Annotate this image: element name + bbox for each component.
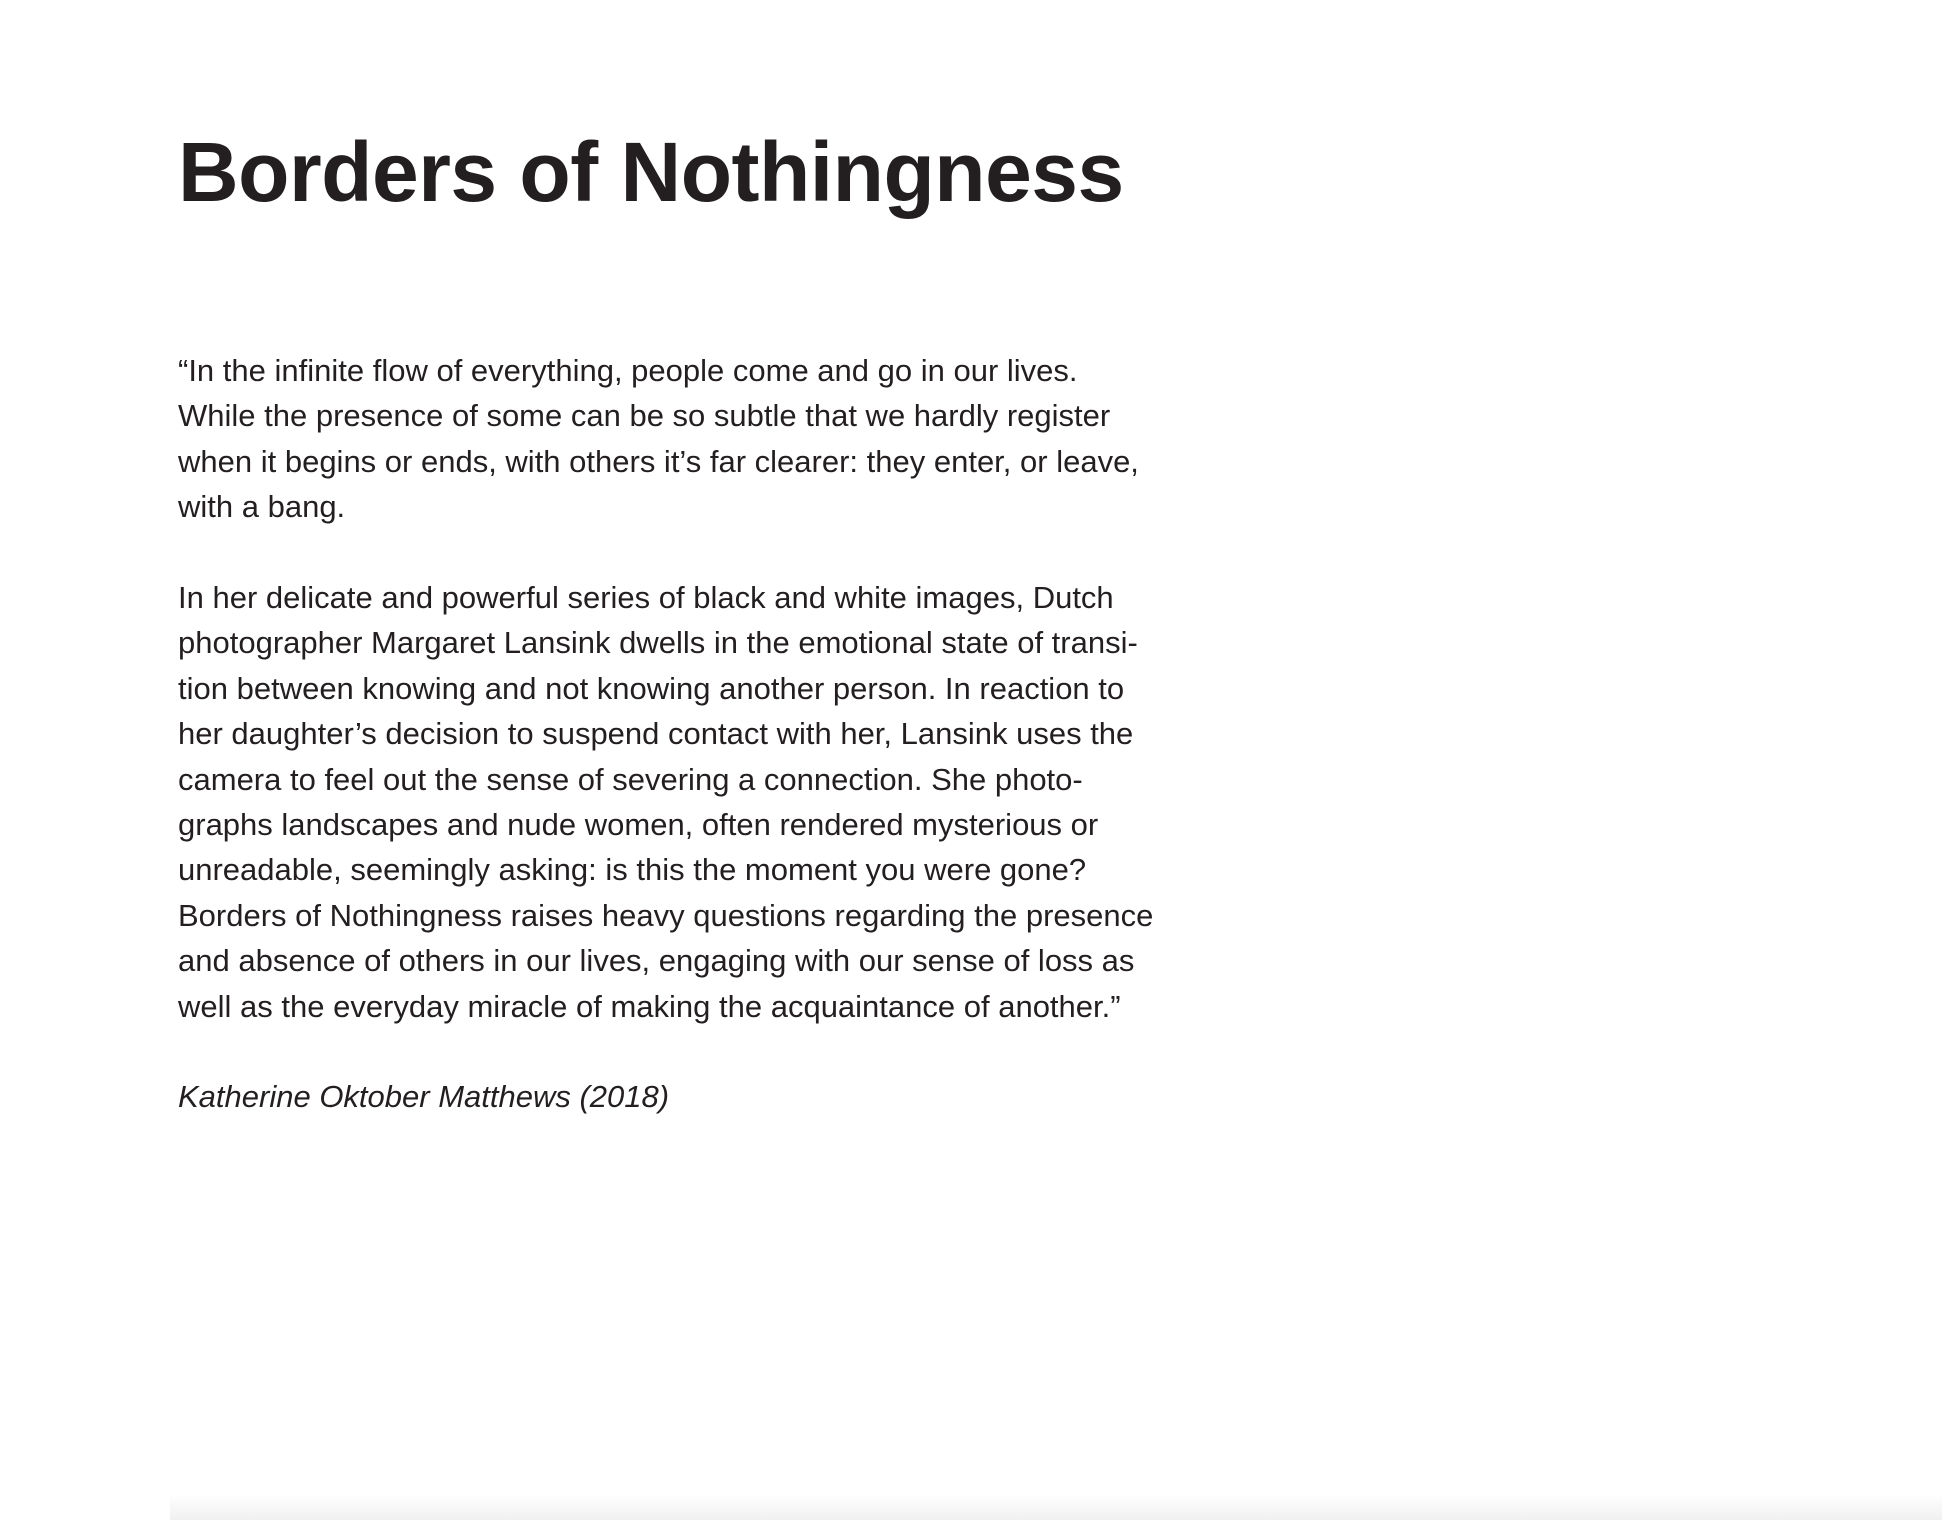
text-line: and absence of others in our lives, engaging with our sense of loss as [178,943,1135,979]
text-line: tion between knowing and not knowing another person. In reaction to [178,670,1125,706]
text-line: unreadable, seemingly asking: is this the moment you were gone? [178,852,1087,888]
page-title: Borders of Nothingness [178,125,1124,219]
paragraph-spacer [178,530,1218,575]
quote-body [178,348,1218,1029]
text-line: In her delicate and powerful series of black and white images, Dutch [178,580,1114,616]
paragraph-1 [178,348,1218,530]
text-line: well as the everyday miracle of making the acquaintance of another.” [178,988,1121,1024]
page-edge-shadow [170,1494,1942,1520]
text-line: camera to feel out the sense of severing a connection. She photo- [178,761,1083,797]
text-line: While the presence of some can be so subtle that we hardly register [178,398,1111,434]
attribution: Katherine Oktober Matthews (2018) [178,1079,670,1114]
text-line: photographer Margaret Lansink dwells in the emotional state of transi- [178,625,1138,661]
text-line: when it begins or ends, with others it’s far clearer: they enter, or leave, [178,443,1139,479]
text-line: her daughter’s decision to suspend contact with her, Lansink uses the [178,716,1134,752]
text-line: “In the infinite flow of everything, people come and go in our lives. [178,353,1078,388]
text-line: graphs landscapes and nude women, often rendered mysterious or [178,807,1099,843]
text-line: Borders of Nothingness raises heavy questions regarding the presence [178,897,1154,933]
paragraph-2 [178,575,1218,1029]
text-line: with a bang. [178,489,346,525]
